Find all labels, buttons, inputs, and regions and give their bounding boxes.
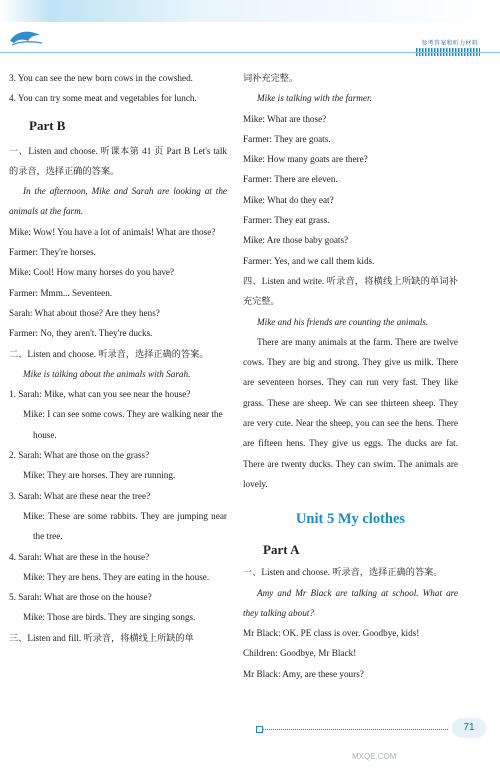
watermark-text: MXQE.COM — [352, 752, 397, 761]
question-line: 1. Sarah: Mike, what can you see near the house? — [9, 389, 191, 400]
dialogue-line: Farmer: Mmm... Seventeen. — [9, 287, 113, 298]
section-3-intro: Mike is talking with the farmer. — [257, 93, 372, 104]
question-line: 2. Sarah: What are those on the grass? — [9, 450, 150, 461]
section-3-title-cont: 词补充完整。 — [243, 73, 299, 83]
answer-line: Mike: They are horses. They are running. — [23, 470, 176, 481]
footer-dotted-rule — [262, 729, 448, 730]
dialogue-line: Mr Black: Amy, are these yours? — [243, 668, 364, 679]
part-a-heading: Part A — [263, 542, 300, 558]
unit-title: Unit 5 My clothes — [295, 511, 406, 528]
question-line: 3. Sarah: What are these near the tree? — [9, 490, 151, 501]
answer-line: Mike: I can see some cows. They are walking near the house. — [23, 409, 223, 440]
dialogue-line: Farmer: There are eleven. — [243, 174, 338, 185]
answer-line-3: 3. You can see the new born cows in the cowshed. — [9, 73, 193, 83]
section-4-paragraph: There are many animals at the farm. There are twelve cows. They are big and strong. They give us milk. There are seventeen horses. They can run very fast. They like grass. These are sheep. We can see thirteen sheep. They are very cute. Near the sheep, you can see the hens. There are fifteen hens. They give us eggs. The ducks are fat. There are twenty ducks. They can swim. The animals are lovely. — [243, 336, 458, 489]
dialogue-line: Farmer: Yes, and we call them kids. — [243, 255, 375, 266]
section-2-intro: Mike is talking about the animals with Sarah. — [23, 368, 191, 379]
section-2-items — [9, 384, 227, 628]
left-column — [9, 68, 227, 648]
dialogue-line: Mike: What do they eat? — [243, 194, 334, 205]
part-b-heading: Part B — [29, 117, 66, 133]
section-1-dialogue — [9, 222, 227, 344]
unit-section-1-intro: Amy and Mr Black are talking at school. What are they talking about? — [243, 587, 458, 618]
question-line: 4. Sarah: What are these in the house? — [9, 551, 150, 562]
dialogue-line: Mike: Are those baby goats? — [243, 235, 349, 246]
section-3-title: 三、Listen and fill. 听录音，将横线上所缺的单 — [9, 632, 194, 643]
section-2-title: 二、Listen and choose. 听录音，选择正确的答案。 — [9, 348, 209, 359]
dialogue-line: Farmer: They are goats. — [243, 133, 331, 144]
dialogue-line: Mike: How many goats are there? — [243, 154, 368, 165]
header-title: 参考答案和听力材料 — [421, 40, 478, 47]
dialogue-line: Farmer: They eat grass. — [243, 215, 330, 226]
section-3-dialogue — [243, 109, 458, 271]
dialogue-line: Mike: What are those? — [243, 113, 327, 124]
dialogue-line: Sarah: What about those? Are they hens? — [9, 307, 160, 318]
answer-line: Mike: These are some rabbits. They are jumping near the tree. — [23, 510, 227, 542]
right-column — [243, 68, 458, 684]
dolphin-logo-icon — [8, 27, 44, 47]
dialogue-line: Children: Goodbye, Mr Black! — [243, 648, 357, 659]
section-4-title: 四、Listen and write. 听录音，将横线上所缺的单词补充完整。 — [243, 275, 458, 307]
answer-line: Mike: Those are birds. They are singing songs. — [23, 612, 196, 623]
dialogue-line: Mike: Wow! You have a lot of animals! What are those? — [9, 226, 216, 237]
page-number: 71 — [452, 718, 486, 738]
section-1-intro: In the afternoon, Mike and Sarah are looking at the animals at the farm. — [9, 186, 227, 217]
header-rule — [0, 52, 500, 53]
question-line: 5. Sarah: What are those on the house? — [9, 592, 152, 603]
dialogue-line: Farmer: No, they aren't. They're ducks. — [9, 328, 153, 339]
section-4-intro: Mike and his friends are counting the animals. — [257, 316, 429, 327]
answer-line: Mike: They are hens. They are eating in the house. — [23, 571, 210, 582]
answer-line-4: 4. You can try some meat and vegetables for lunch. — [9, 93, 197, 104]
header-band — [0, 0, 500, 22]
unit-section-1-title: 一、Listen and choose. 听录音，选择正确的答案。 — [243, 567, 443, 578]
dialogue-line: Mike: Cool! How many horses do you have? — [9, 267, 175, 278]
section-1-title: 一、Listen and choose. 听课本第 41 页 Part B Let's talk 的录音，选择正确的答案。 — [9, 145, 227, 176]
dialogue-line: Mr Black: OK. PE class is over. Goodbye, kids! — [243, 628, 420, 639]
dialogue-line: Farmer: They're horses. — [9, 247, 96, 258]
page-header — [0, 0, 500, 64]
